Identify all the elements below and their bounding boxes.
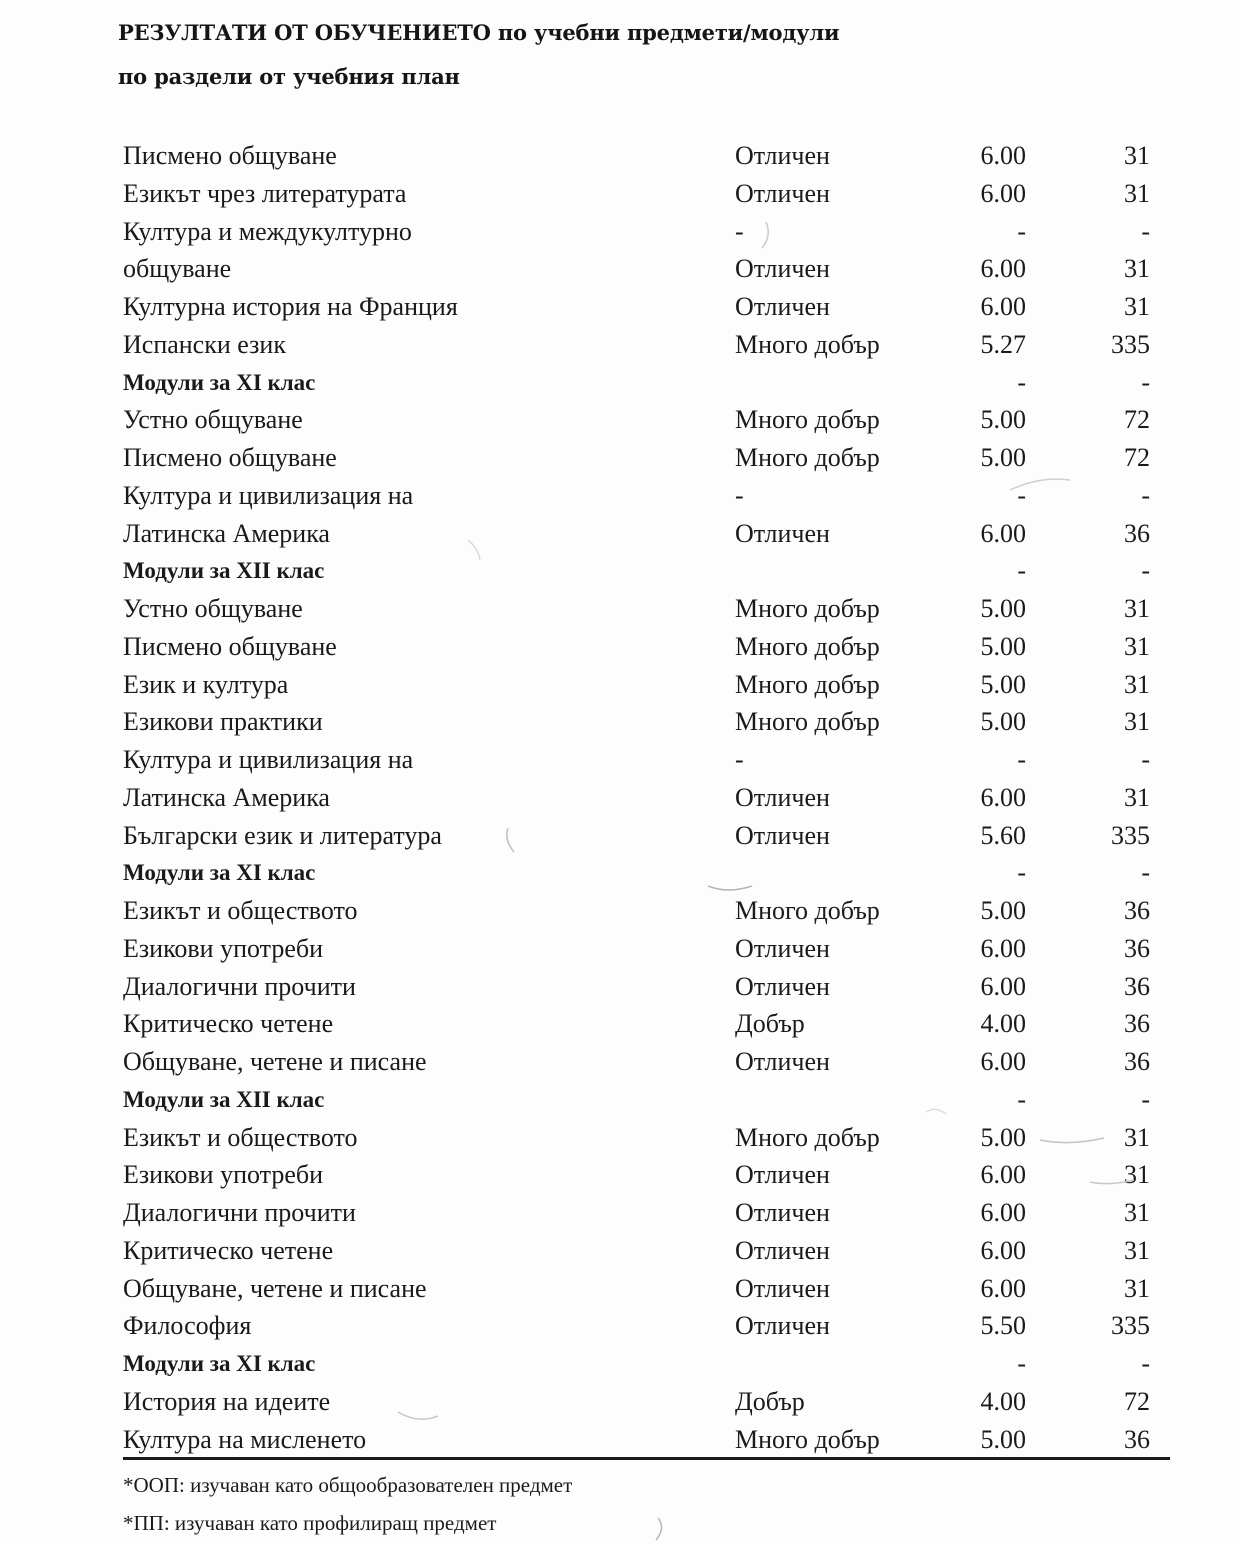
- grade-cell: Много добър: [735, 329, 880, 359]
- grade-cell: Много добър: [735, 707, 880, 737]
- table-row: [0, 213, 1240, 251]
- score-cell: 6.00: [980, 1273, 1026, 1303]
- table-row: [0, 439, 1240, 477]
- hours-cell: -: [1141, 216, 1150, 246]
- hours-cell: 72: [1124, 1386, 1150, 1416]
- subject-cell: Езикови употреби: [123, 933, 324, 963]
- subject-cell: Култура и цивилизация на: [123, 745, 414, 774]
- subject-cell: Писмено общуване: [123, 443, 337, 472]
- grade-cell: Много добър: [735, 669, 880, 699]
- section-header-row: [0, 1345, 1240, 1383]
- grade-cell: Отличен: [735, 1235, 830, 1265]
- hours-cell: 36: [1124, 518, 1150, 548]
- footnote-oop: *ООП: изучаван като общообразователен предмет: [123, 1473, 573, 1497]
- grade-cell: Много добър: [735, 896, 880, 925]
- subject-cell: общуване: [123, 254, 232, 284]
- hours-cell: 31: [1124, 669, 1150, 699]
- table-row: [0, 1270, 1240, 1308]
- hours-cell: 31: [1124, 178, 1150, 208]
- score-cell: -: [1017, 556, 1026, 586]
- hours-cell: 31: [1124, 782, 1150, 812]
- grade-cell: Много добър: [735, 443, 880, 472]
- subject-cell: Диалогични прочити: [123, 971, 356, 1001]
- section-header-row: [0, 552, 1240, 590]
- score-cell: 5.50: [980, 1311, 1026, 1341]
- table-row: [0, 515, 1240, 553]
- subject-cell: Езикови практики: [123, 707, 323, 737]
- hours-cell: 31: [1124, 1273, 1150, 1303]
- score-cell: 6.00: [980, 782, 1026, 812]
- hours-cell: 36: [1124, 971, 1150, 1001]
- hours-cell: 31: [1124, 707, 1150, 737]
- grade-cell: Отличен: [735, 820, 830, 850]
- table-row: [0, 930, 1240, 968]
- score-cell: 5.00: [980, 1424, 1026, 1454]
- subject-cell: Култура на мисленето: [123, 1424, 367, 1454]
- subject-cell: Писмено общуване: [123, 631, 337, 661]
- grade-cell: Отличен: [735, 782, 830, 812]
- score-cell: 5.00: [980, 594, 1026, 623]
- hours-cell: -: [1141, 1084, 1150, 1114]
- section-header-row: [0, 364, 1240, 402]
- score-cell: 5.00: [980, 896, 1026, 925]
- grade-cell: Много добър: [735, 631, 880, 661]
- score-cell: 6.00: [980, 518, 1026, 548]
- score-cell: 5.00: [980, 405, 1026, 435]
- table-row: [0, 1307, 1240, 1345]
- grade-cell: Отличен: [735, 1273, 830, 1303]
- table-row: [0, 250, 1240, 288]
- subject-cell: Философия: [123, 1311, 252, 1341]
- subject-cell: Езикът чрез литературата: [123, 178, 407, 208]
- table-row: [0, 1383, 1240, 1421]
- hours-cell: 72: [1124, 443, 1150, 472]
- table-row: [0, 666, 1240, 704]
- score-cell: -: [1017, 1084, 1026, 1114]
- hours-cell: 31: [1124, 141, 1150, 170]
- hours-cell: -: [1141, 858, 1150, 888]
- subject-cell: Езикът и обществото: [123, 896, 358, 925]
- hours-cell: 335: [1111, 329, 1150, 359]
- table-row: [0, 326, 1240, 364]
- hours-cell: 36: [1124, 896, 1150, 925]
- hours-cell: 31: [1124, 1198, 1150, 1227]
- section-header-row: [0, 1081, 1240, 1119]
- document-heading: РЕЗУЛТАТИ ОТ ОБУЧЕНИЕТО по учебни предмети/модули: [118, 20, 840, 45]
- score-cell: 6.00: [980, 1047, 1026, 1076]
- score-cell: 5.27: [980, 329, 1026, 359]
- grade-cell: Отличен: [735, 1160, 830, 1190]
- hours-cell: -: [1141, 367, 1150, 397]
- score-cell: 5.00: [980, 707, 1026, 737]
- subject-cell: История на идеите: [123, 1386, 331, 1416]
- grade-cell: -: [735, 480, 744, 510]
- grade-cell: Отличен: [735, 933, 830, 963]
- score-cell: -: [1017, 367, 1026, 397]
- hours-cell: 36: [1124, 1047, 1150, 1076]
- table-row: [0, 477, 1240, 515]
- table-row: [0, 1119, 1240, 1157]
- subject-cell: Общуване, четене и писане: [123, 1273, 427, 1303]
- section-title: Модули за XII клас: [123, 1086, 325, 1112]
- score-cell: 4.00: [980, 1009, 1026, 1039]
- subject-cell: Културна история на Франция: [123, 292, 458, 321]
- section-title: Модули за XI клас: [123, 1351, 316, 1376]
- subject-cell: Устно общуване: [123, 405, 303, 435]
- score-cell: 6.00: [980, 254, 1026, 284]
- grade-cell: Много добър: [735, 1122, 880, 1152]
- grade-cell: Отличен: [735, 1047, 830, 1076]
- table-row: [0, 137, 1240, 175]
- hours-cell: -: [1141, 1349, 1150, 1378]
- table-row: [0, 703, 1240, 741]
- table-row: [0, 401, 1240, 439]
- score-cell: 4.00: [980, 1386, 1026, 1416]
- grade-cell: -: [735, 216, 744, 246]
- score-cell: 5.00: [980, 631, 1026, 661]
- table-bottom-rule: [123, 1457, 1170, 1460]
- hours-cell: 36: [1124, 933, 1150, 963]
- grade-cell: Добър: [735, 1009, 805, 1039]
- grade-cell: Отличен: [735, 1198, 830, 1227]
- table-row: [0, 590, 1240, 628]
- hours-cell: 31: [1124, 292, 1150, 321]
- grade-cell: Много добър: [735, 1424, 880, 1454]
- subject-cell: Критическо четене: [123, 1009, 334, 1039]
- table-row: [0, 1232, 1240, 1270]
- score-cell: 6.00: [980, 933, 1026, 963]
- hours-cell: 31: [1124, 254, 1150, 284]
- table-row: [0, 741, 1240, 779]
- score-cell: -: [1017, 1349, 1026, 1378]
- grade-cell: Отличен: [735, 178, 830, 208]
- hours-cell: 31: [1124, 1122, 1150, 1152]
- grade-cell: Много добър: [735, 405, 880, 435]
- score-cell: 6.00: [980, 141, 1026, 170]
- hours-cell: 335: [1111, 1311, 1150, 1341]
- hours-cell: 31: [1124, 1235, 1150, 1265]
- table-row: [0, 779, 1240, 817]
- score-cell: -: [1017, 216, 1026, 246]
- subject-cell: Латинска Америка: [123, 518, 330, 548]
- grade-cell: Отличен: [735, 292, 830, 321]
- score-cell: 5.00: [980, 669, 1026, 699]
- section-title: Модули за XI клас: [123, 369, 316, 395]
- grade-cell: Много добър: [735, 594, 880, 623]
- subject-cell: Общуване, четене и писане: [123, 1047, 427, 1076]
- hours-cell: 31: [1124, 594, 1150, 623]
- grade-cell: -: [735, 745, 744, 774]
- subject-cell: Испански език: [123, 329, 286, 359]
- subject-cell: Култура и междукултурно: [123, 216, 412, 246]
- section-title: Модули за XI клас: [123, 860, 316, 886]
- subject-cell: Български език и литература: [123, 820, 442, 850]
- subject-cell: Езикови употреби: [123, 1160, 324, 1190]
- hours-cell: -: [1141, 556, 1150, 586]
- grades-table: [0, 137, 1240, 1458]
- subject-cell: Диалогични прочити: [123, 1198, 356, 1227]
- table-row: [0, 628, 1240, 666]
- table-row: [0, 968, 1240, 1006]
- score-cell: 6.00: [980, 971, 1026, 1001]
- score-cell: -: [1017, 858, 1026, 888]
- hours-cell: 31: [1124, 1160, 1150, 1190]
- score-cell: 5.60: [980, 820, 1026, 850]
- score-cell: -: [1017, 480, 1026, 510]
- table-row: [0, 1421, 1240, 1459]
- section-title: Модули за XII клас: [123, 558, 325, 584]
- table-row: [0, 175, 1240, 213]
- score-cell: 6.00: [980, 178, 1026, 208]
- score-cell: 5.00: [980, 443, 1026, 472]
- hours-cell: -: [1141, 480, 1150, 510]
- hours-cell: -: [1141, 745, 1150, 774]
- subject-cell: Писмено общуване: [123, 141, 337, 170]
- hours-cell: 72: [1124, 405, 1150, 435]
- table-row: [0, 1043, 1240, 1081]
- table-row: [0, 892, 1240, 930]
- grade-cell: Отличен: [735, 141, 830, 170]
- hours-cell: 335: [1111, 820, 1150, 850]
- subject-cell: Устно общуване: [123, 594, 303, 623]
- hours-cell: 36: [1124, 1424, 1150, 1454]
- score-cell: 5.00: [980, 1122, 1026, 1152]
- score-cell: -: [1017, 745, 1026, 774]
- subject-cell: Езикът и обществото: [123, 1122, 358, 1152]
- score-cell: 6.00: [980, 1198, 1026, 1227]
- grade-cell: Отличен: [735, 1311, 830, 1341]
- grade-cell: Отличен: [735, 518, 830, 548]
- table-row: [0, 1194, 1240, 1232]
- subject-cell: Латинска Америка: [123, 782, 330, 812]
- subject-cell: Език и култура: [123, 669, 289, 699]
- subject-cell: Критическо четене: [123, 1235, 334, 1265]
- hours-cell: 31: [1124, 631, 1150, 661]
- document-subheading: по раздели от учебния план: [118, 64, 460, 89]
- footnote-pp: *ПП: изучаван като профилиращ предмет: [123, 1511, 497, 1535]
- table-row: [0, 288, 1240, 326]
- grade-cell: Отличен: [735, 971, 830, 1001]
- score-cell: 6.00: [980, 1235, 1026, 1265]
- score-cell: 6.00: [980, 292, 1026, 321]
- grade-cell: Отличен: [735, 254, 830, 284]
- hours-cell: 36: [1124, 1009, 1150, 1039]
- score-cell: 6.00: [980, 1160, 1026, 1190]
- subject-cell: Култура и цивилизация на: [123, 480, 414, 510]
- table-row: [0, 1156, 1240, 1194]
- section-header-row: [0, 854, 1240, 892]
- table-row: [0, 817, 1240, 855]
- table-row: [0, 1005, 1240, 1043]
- grade-cell: Добър: [735, 1386, 805, 1416]
